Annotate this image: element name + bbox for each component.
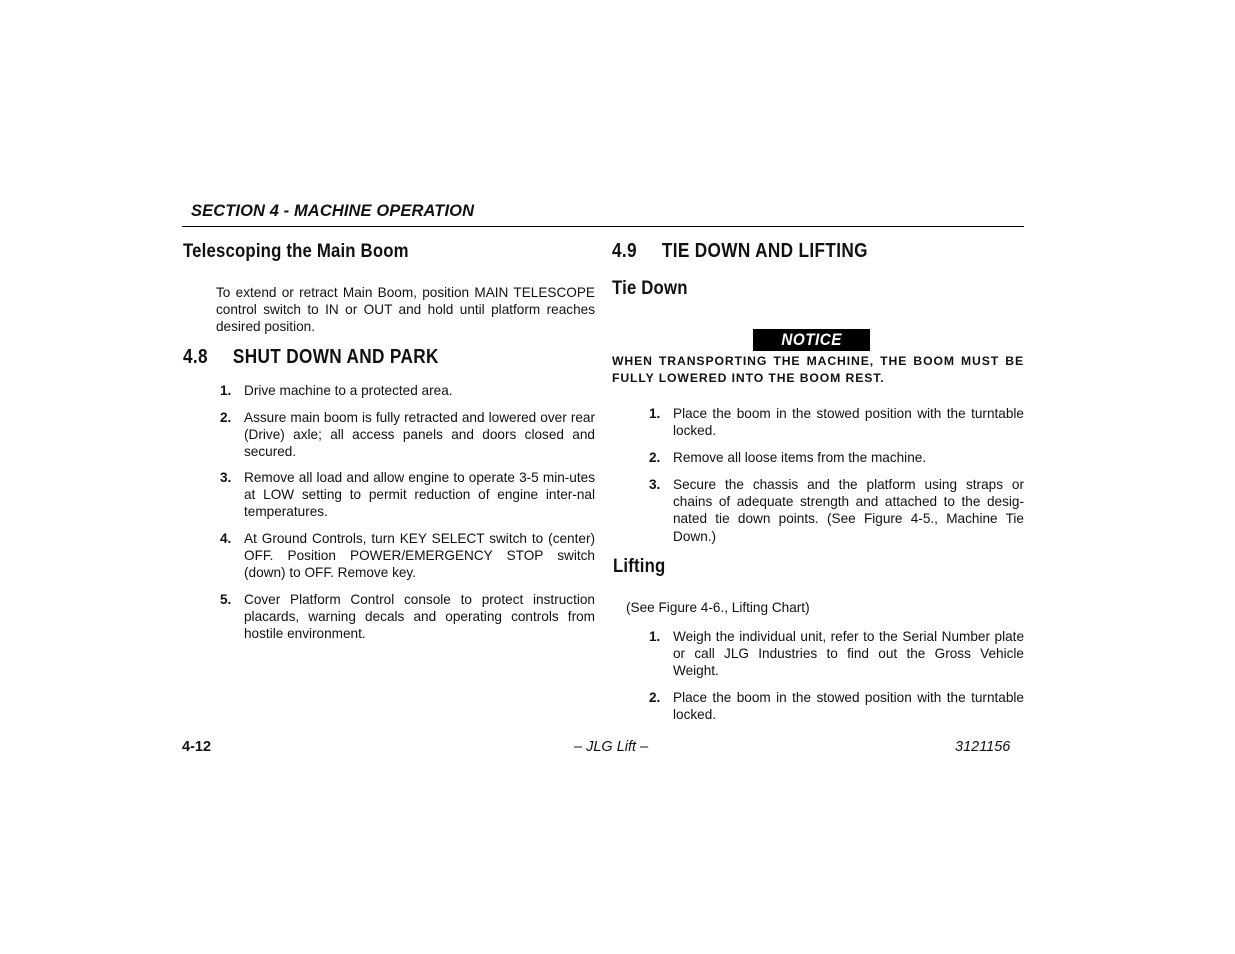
header-rule bbox=[182, 226, 1024, 227]
tiedown-section-number: 4.9 bbox=[612, 240, 637, 262]
step-text: Remove all loose items from the machine. bbox=[673, 450, 927, 465]
lifting-heading: Lifting bbox=[613, 555, 666, 577]
shutdown-heading bbox=[183, 346, 439, 369]
tiedown-lifting-heading bbox=[612, 240, 868, 263]
tiedown-heading: Tie Down bbox=[612, 277, 688, 299]
telescoping-paragraph: To extend or retract Main Boom, position MAIN TELESCOPE control switch to IN or OUT and hold until platform reaches desired position. bbox=[216, 285, 595, 335]
footer-title: – JLG Lift – bbox=[574, 739, 649, 755]
step-text: Place the boom in the stowed position with the turntable locked. bbox=[673, 406, 1024, 439]
shutdown-section-title: SHUT DOWN AND PARK bbox=[232, 346, 439, 368]
step-text: Drive machine to a protected area. bbox=[244, 383, 453, 398]
step-number: 3. bbox=[220, 470, 232, 485]
step-number: 2. bbox=[649, 450, 661, 465]
step-text: Assure main boom is fully retracted and lowered over rear (Drive) axle; all access panels and doors closed and secured. bbox=[244, 410, 595, 460]
tiedown-section-title: TIE DOWN AND LIFTING bbox=[661, 240, 868, 262]
step-number: 2. bbox=[220, 410, 232, 425]
step-text: Remove all load and allow engine to operate 3-5 min-utes at LOW setting to permit reduction of engine inter-nal temperatures. bbox=[244, 470, 595, 520]
step-number: 3. bbox=[649, 477, 661, 492]
step-number: 5. bbox=[220, 592, 232, 607]
lifting-reference: (See Figure 4-6., Lifting Chart) bbox=[626, 600, 810, 615]
step-text: Cover Platform Control console to protect instruction placards, warning decals and operating controls from hostile environment. bbox=[244, 592, 595, 642]
section-header: SECTION 4 - MACHINE OPERATION bbox=[191, 202, 475, 220]
step-number: 1. bbox=[649, 406, 661, 421]
step-text: Weigh the individual unit, refer to the Serial Number plate or call JLG Industries to find out the Gross Vehicle Weight. bbox=[673, 629, 1024, 679]
notice-label: NOTICE bbox=[781, 330, 842, 349]
notice-badge bbox=[753, 329, 870, 351]
telescoping-heading: Telescoping the Main Boom bbox=[183, 240, 409, 262]
step-number: 4. bbox=[220, 531, 232, 546]
step-text: Secure the chassis and the platform using straps or chains of adequate strength and attached to the desig-nated tie down points. (See Figure 4-5., Machine Tie Down.) bbox=[673, 477, 1024, 544]
notice-text: WHEN TRANSPORTING THE MACHINE, THE BOOM MUST BE FULLY LOWERED INTO THE BOOM REST. bbox=[612, 354, 1024, 386]
page-number: 4-12 bbox=[182, 739, 212, 755]
shutdown-section-number: 4.8 bbox=[183, 346, 208, 368]
doc-number: 3121156 bbox=[955, 739, 1011, 755]
step-number: 2. bbox=[649, 690, 661, 705]
step-number: 1. bbox=[649, 629, 661, 644]
step-text: Place the boom in the stowed position with the turntable locked. bbox=[673, 690, 1024, 723]
step-number: 1. bbox=[220, 383, 232, 398]
step-text: At Ground Controls, turn KEY SELECT switch to (center) OFF. Position POWER/EMERGENCY STOP switch (down) to OFF. Remove key. bbox=[244, 531, 595, 581]
